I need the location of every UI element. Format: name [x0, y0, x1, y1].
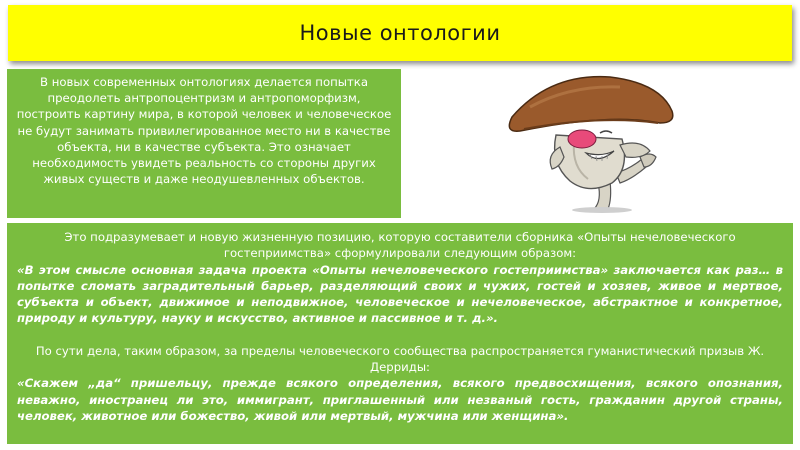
- cartoon-mushroom-icon: [490, 73, 686, 213]
- intro-text-box: [7, 69, 401, 218]
- slide-title-bar: [8, 5, 792, 61]
- intro-text: В новых современных онтологиях делается попытка преодолеть антропоцентризм и антропоморфизм, построить картину мира, в которой человек и человеческое не будут занимать привилегированное место ни в качестве объекта, ни в качестве субъекта. Это означает необходимость увидеть реальность со стороны других живых существ и даже неодушевленных объектов.: [16, 75, 392, 187]
- main-paragraph-2: По сути дела, таким образом, за пределы человеческого сообщества распространяется гуманистический призыв Ж. Дерриды:: [35, 343, 765, 375]
- slide-title: Новые онтологии: [299, 21, 501, 45]
- mushroom-illustration: [490, 73, 686, 213]
- main-paragraph-1: Это подразумевает и новую жизненную позицию, которую составители сборника «Опыты нечеловеческого гостеприимства» сформулировали следующим образом:: [64, 230, 736, 261]
- quote-2: «Скажем „да“ пришельцу, прежде всякого определения, всякого предвосхищения, всякого опознания, неважно, иностранец ли это, иммигрант, приглашенный или незваный гость, гражданин другой страны, человек, животное или божество, живой или мертвый, мужчина или женщина».: [17, 376, 783, 423]
- main-text-box: [7, 223, 793, 444]
- quote-1: «В этом смысле основная задача проекта «Опыты нечеловеческого гостеприимства» заключается как раз… в попытке сломать заградительный барьер, разделяющий своих и чужих, гостей и хозяев, живое и мертвое, субъекта и объект, движимое и неподвижное, человеческое и нечеловеческое, абстрактное и конкретное, природу и культуру, науку и искусство, активное и пассивное и т. д.».: [17, 262, 783, 326]
